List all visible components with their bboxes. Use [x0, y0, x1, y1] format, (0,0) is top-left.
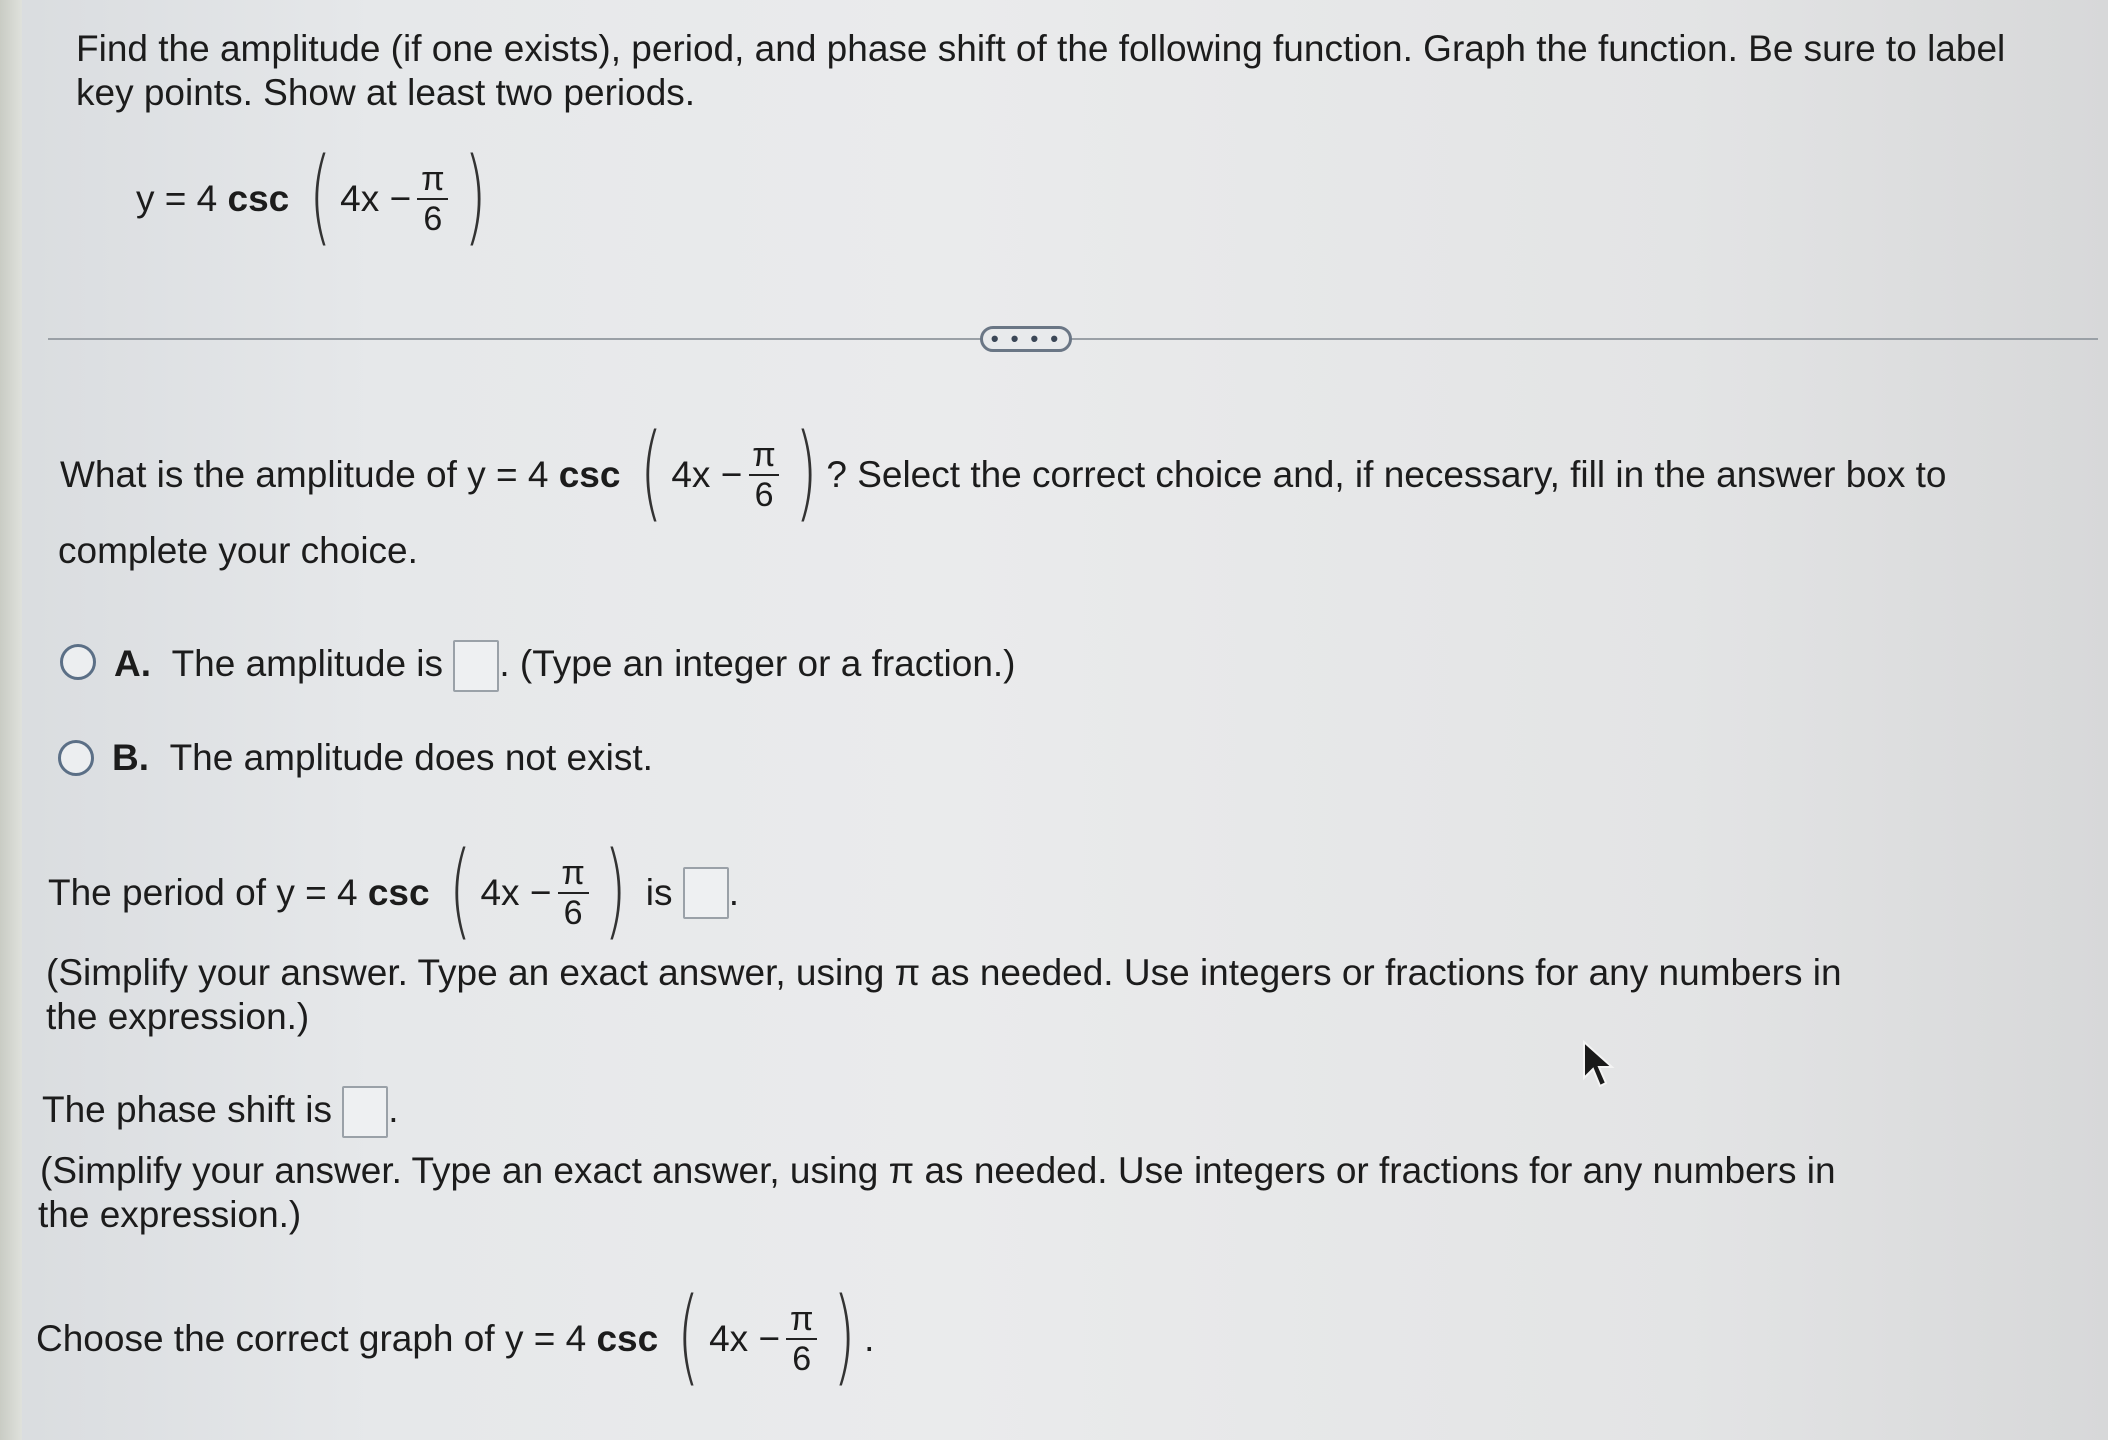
right-paren: ) [463, 135, 487, 257]
fraction-numerator: π [561, 854, 585, 892]
left-panel-edge [0, 0, 22, 1440]
period-hint-line1: (Simplify your answer. Type an exact answer, using π as needed. Use integers or fractions for any numbers in [46, 952, 1842, 993]
choice-a-text: The amplitude is [171, 642, 444, 684]
equation-inner: 4x − [671, 454, 743, 495]
fraction-denominator: 6 [786, 1338, 817, 1378]
fraction-denominator: 6 [558, 892, 589, 932]
choice-b-letter: B. [112, 737, 149, 778]
equation-func: csc [367, 872, 430, 913]
pi-over-6-fraction [555, 854, 590, 932]
period-period-mark: . [728, 872, 740, 913]
equation-lhs: y = 4 [136, 178, 218, 219]
choice-b-row [112, 735, 653, 781]
choice-a-row [114, 640, 1016, 692]
amplitude-prompt [60, 411, 1947, 533]
amplitude-answer-box[interactable] [453, 640, 499, 692]
fraction-denominator: 6 [417, 198, 448, 238]
right-paren: ) [794, 411, 818, 533]
phase-prompt-text: The phase shift is [42, 1088, 332, 1130]
question-intro-line1: Find the amplitude (if one exists), period, and phase shift of the following function. Graph the function. Be sure to label [76, 28, 2006, 69]
phase-prompt [42, 1086, 399, 1138]
period-is-label: is [645, 872, 673, 913]
right-paren: ) [604, 829, 627, 951]
equation-inner: 4x − [480, 872, 552, 913]
amplitude-prompt-pre: What is the amplitude of [60, 454, 457, 495]
choice-a-hint: . (Type an integer or a fraction.) [499, 642, 1016, 684]
question-intro-line2: key points. Show at least two periods. [76, 72, 696, 113]
period-prompt-pre: The period of [48, 872, 267, 913]
equation-lhs: y = 4 [276, 872, 358, 913]
choice-b-radio[interactable] [58, 740, 94, 776]
amplitude-prompt-post: ? Select the correct choice and, if necessary, fill in the answer box to [826, 454, 1947, 495]
choice-a-letter: A. [114, 642, 151, 684]
equation-lhs: y = 4 [504, 1318, 587, 1359]
phase-hint-line2: the expression.) [38, 1194, 302, 1235]
equation-func: csc [596, 1318, 659, 1359]
equation-inner: 4x − [709, 1318, 781, 1359]
pi-over-6-fraction [746, 436, 781, 514]
equation-lhs: y = 4 [467, 454, 549, 495]
period-hint-line2: the expression.) [46, 996, 310, 1037]
fraction-numerator: π [790, 1300, 814, 1338]
pi-over-6-fraction [784, 1300, 819, 1378]
section-divider [48, 338, 2098, 340]
right-paren: ) [832, 1275, 855, 1397]
left-paren: ( [448, 829, 472, 951]
phase-answer-box[interactable] [342, 1086, 388, 1138]
fraction-numerator: π [752, 436, 776, 474]
equation-func: csc [227, 178, 290, 219]
expand-more-button[interactable]: • • • • [980, 326, 1072, 352]
left-paren: ( [639, 411, 663, 533]
phase-hint-line1: (Simplify your answer. Type an exact answer, using π as needed. Use integers or fractions for any numbers in [40, 1150, 1836, 1191]
amplitude-prompt-line2: complete your choice. [58, 530, 418, 571]
choice-b-text: The amplitude does not exist. [169, 737, 653, 778]
fraction-numerator: π [421, 160, 445, 198]
equation-func: csc [558, 454, 621, 495]
period-prompt [48, 829, 740, 951]
mouse-pointer-icon [1582, 1040, 1616, 1090]
fraction-denominator: 6 [749, 474, 780, 514]
left-paren: ( [308, 135, 331, 257]
graph-period-mark: . [864, 1318, 875, 1359]
phase-period-mark: . [388, 1088, 399, 1130]
period-answer-box[interactable] [683, 867, 729, 919]
function-equation [136, 135, 495, 257]
equation-inner: 4x − [340, 178, 412, 219]
graph-prompt [36, 1275, 875, 1397]
graph-prompt-pre: Choose the correct graph of [36, 1318, 495, 1359]
choice-a-radio[interactable] [60, 644, 96, 680]
left-paren: ( [677, 1275, 700, 1397]
pi-over-6-fraction [415, 160, 450, 238]
